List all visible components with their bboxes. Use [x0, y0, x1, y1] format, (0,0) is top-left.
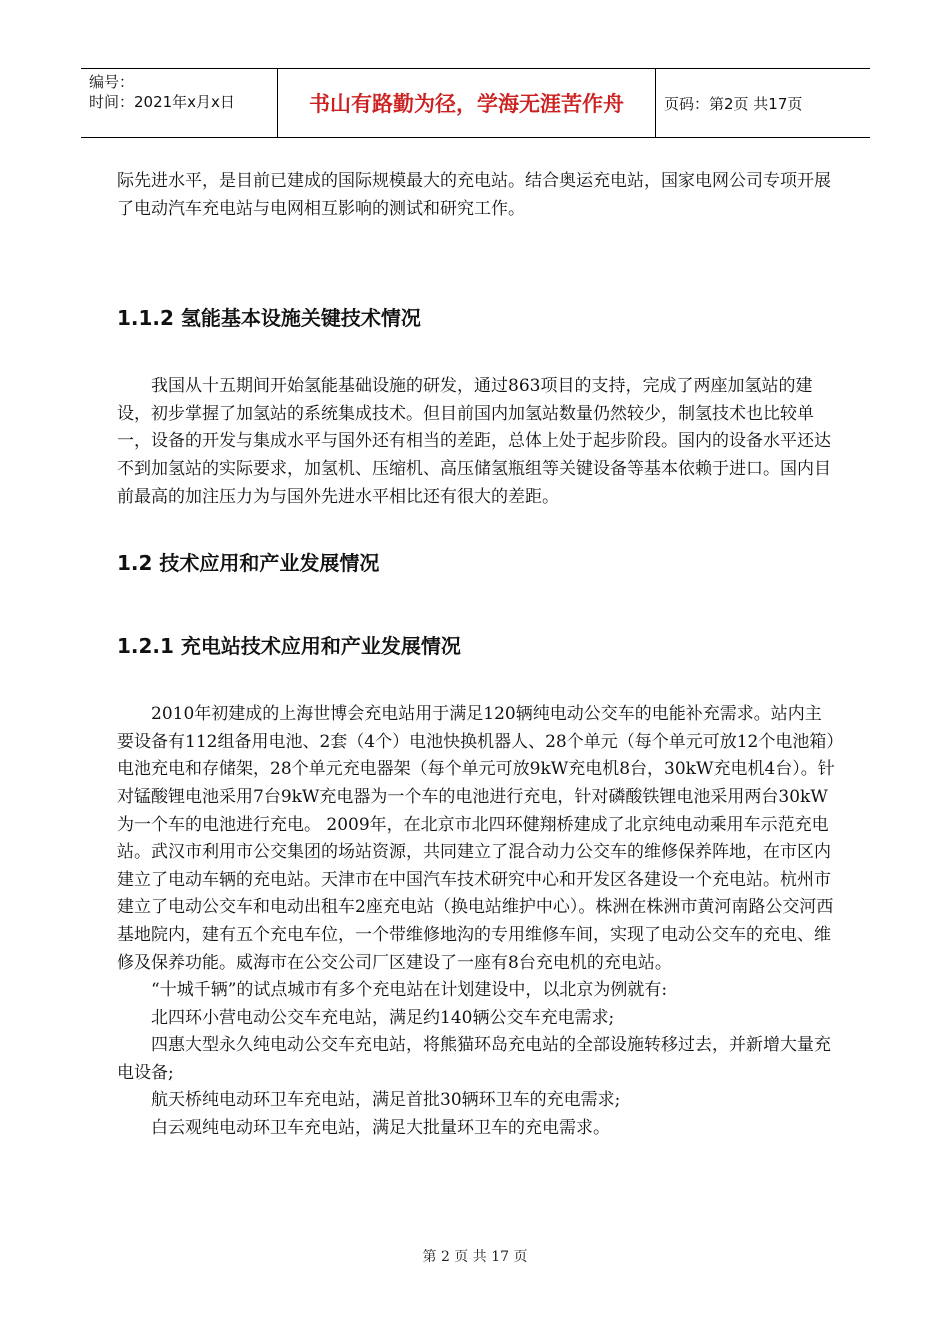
header-page-info: 页码：第2页 共17页 [664, 94, 803, 113]
paragraph-station-baiyunguan: 白云观纯电动环卫车充电站，满足大批量环卫车的充电需求。 [151, 1118, 610, 1139]
header-date: 时间：2021年x月x日 [89, 93, 235, 111]
page-header [81, 68, 870, 138]
intro-paragraph: 际先进水平，是目前已建成的国际规模最大的充电站。结合奥运充电站，国家电网公司专项开展了电动汽车充电站与电网相互影响的测试和研究工作。 [117, 171, 831, 219]
header-meta [81, 69, 278, 137]
header-number-label: 编号： [89, 73, 135, 91]
section-heading-1-1-2: 1.1.2 氢能基本设施关键技术情况 [117, 306, 421, 331]
paragraph-station-hangtianqiao: 航天桥纯电动环卫车充电站，满足首批30辆环卫车的充电需求; [151, 1090, 621, 1111]
paragraph-hydrogen: 我国从十五期间开始氢能基础设施的研发，通过863项目的支持，完成了两座加氢站的建设，初步掌握了加氢站的系统集成技术。但目前国内加氢站数量仍然较少，制氢技术也比较单一，设备的开发与集成水平与国外还有相当的差距，总体上处于起步阶段。国内的设备水平还达不到加氢站的实际要求，加氢机、压缩机、高压储氢瓶组等关键设备等基本依赖于进口。国内目前最高的加注压力为与国外先进水平相比还有很大的差距。 [117, 376, 831, 507]
header-motto: 书山有路勤为径，学海无涯苦作舟 [278, 69, 656, 137]
paragraph-pilot-cities: “十城千辆”的试点城市有多个充电站在计划建设中，以北京为例就有: [151, 980, 668, 1001]
paragraph-station-sihui: 四惠大型永久纯电动公交车充电站，将熊猫环岛充电站的全部设施转移过去，并新增大量充电设备; [117, 1035, 831, 1083]
document-body [117, 168, 837, 1143]
section-heading-1-2-1: 1.2.1 充电站技术应用和产业发展情况 [117, 634, 461, 659]
paragraph-charging-stations: 2010年初建成的上海世博会充电站用于满足120辆纯电动公交车的电能补充需求。站内主要设备有112组备用电池、2套（4个）电池快换机器人、28个单元（每个单元可放12个电池箱）电池充电和存储架，28个单元充电器架（每个单元可放9kW充电机8台，30kW充电机4台）。针对锰酸锂电池采用7台9kW充电器为一个车的电池进行充电，针对磷酸铁锂电池采用两台30kW为一个车的电池进行充电。 2009年，在北京市北四环健翔桥建成了北京纯电动乘用车示范充电站。武汉市利用市公交集团的场站资源，共同建立了混合动力公交车的维修保养阵地，在市区内建立了电动车辆的充电站。天津市在中国汽车技术研究中心和开发区各建设一个充电站。杭州市建立了电动公交车和电动出租车2座充电站（换电站维护中心）。株洲在株洲市黄河南路公交河西基地院内，建有五个充电车位，一个带维修地沟的专用维修车间，实现了电动公交车的充电、维修及保养功能。威海市在公交公司厂区建设了一座有8台充电机的充电站。 [117, 704, 835, 973]
page-footer: 第 2 页 共 17 页 [422, 1249, 528, 1265]
paragraph-station-xiaoying: 北四环小营电动公交车充电站，满足约140辆公交车充电需求; [151, 1007, 615, 1028]
section-heading-1-2: 1.2 技术应用和产业发展情况 [117, 551, 380, 576]
